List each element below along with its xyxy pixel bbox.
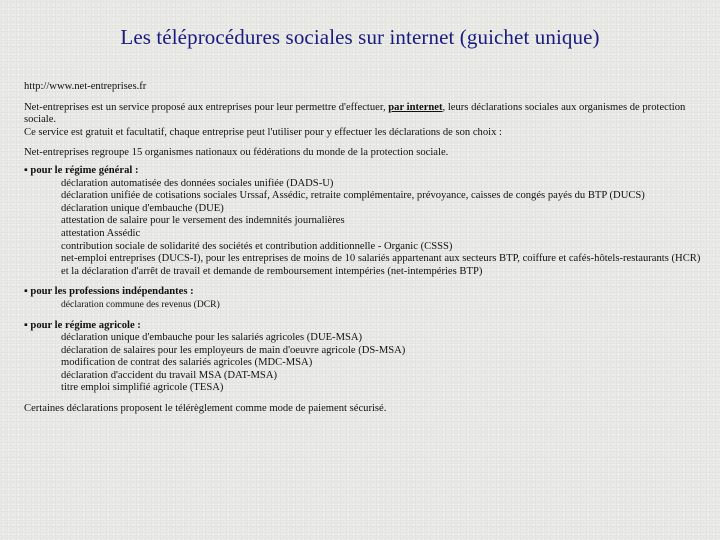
intro-text-2: , leurs déclarations sociales aux organismes de protection sociale.	[24, 101, 686, 126]
section-heading-professions-independantes	[24, 286, 704, 299]
section-heading-label: pour le régime général :	[30, 164, 139, 176]
bullet-icon: ▪	[24, 319, 28, 331]
bullet-icon: ▪	[24, 164, 28, 176]
page-title: Les téléprocédures sociales sur internet (guichet unique)	[120, 25, 600, 49]
section-heading-label: pour les professions indépendantes :	[30, 286, 194, 298]
section-list-regime-agricole	[24, 332, 704, 395]
section-heading-regime-agricole	[24, 320, 704, 333]
document-body	[24, 81, 704, 416]
bullet-icon: ▪	[24, 286, 28, 298]
website-url[interactable]: http://www.net-entreprises.fr	[24, 81, 147, 92]
list-item: déclaration unique d'embauche pour les salariés agricoles (DUE-MSA)	[61, 332, 363, 344]
intro-underlined: par internet	[388, 101, 443, 113]
list-item: et la déclaration d'arrêt de travail et demande de remboursement intempéries (net-intempéries BTP)	[61, 265, 483, 277]
footer-text: Certaines déclarations proposent le télérèglement comme mode de paiement sécurisé.	[24, 403, 387, 415]
list-item: titre emploi simplifié agricole (TESA)	[61, 382, 224, 394]
list-item: attestation de salaire pour le versement des indemnités journalières	[61, 215, 345, 227]
section-heading-regime-general	[24, 165, 704, 178]
section-list-regime-general	[24, 178, 704, 279]
intro-line-2: Ce service est gratuit et facultatif, chaque entreprise peut l'utiliser pour y effectuer les déclarations de son choix :	[24, 126, 502, 138]
list-item: déclaration commune des revenus (DCR)	[61, 298, 220, 310]
list-item: net-emploi entreprises (DUCS-I), pour les entreprises de moins de 10 salariés appartenant aux secteurs BTP, coiffure et cafés-hôtels-restaurants (HCR)	[61, 253, 701, 265]
list-item: attestation Assédic	[61, 227, 141, 239]
list-item: déclaration de salaires pour les employeurs de main d'oeuvre agricole (DS-MSA)	[61, 344, 406, 356]
section-heading-label: pour le régime agricole :	[30, 319, 141, 331]
list-item: déclaration d'accident du travail MSA (DAT-MSA)	[61, 369, 277, 381]
list-item: déclaration unique d'embauche (DUE)	[61, 202, 224, 214]
list-item: déclaration automatisée des données sociales unifiée (DADS-U)	[61, 177, 334, 189]
list-item: contribution sociale de solidarité des sociétés et contribution additionnelle - Organic (CSSS)	[61, 240, 453, 252]
intro-text-1: Net-entreprises est un service proposé aux entreprises pour leur permettre d'effectuer,	[24, 101, 389, 113]
list-item: déclaration unifiée de cotisations sociales Urssaf, Assédic, retraite complémentaire, prévoyance, caisses de congés payés du BTP (DUCS)	[61, 190, 645, 202]
section-list-professions-independantes	[24, 299, 704, 312]
intro-paragraph	[24, 102, 704, 127]
list-item: modification de contrat des salariés agricoles (MDC-MSA)	[61, 357, 313, 369]
summary-text: Net-entreprises regroupe 15 organismes nationaux ou fédérations du monde de la protection sociale.	[24, 147, 449, 159]
